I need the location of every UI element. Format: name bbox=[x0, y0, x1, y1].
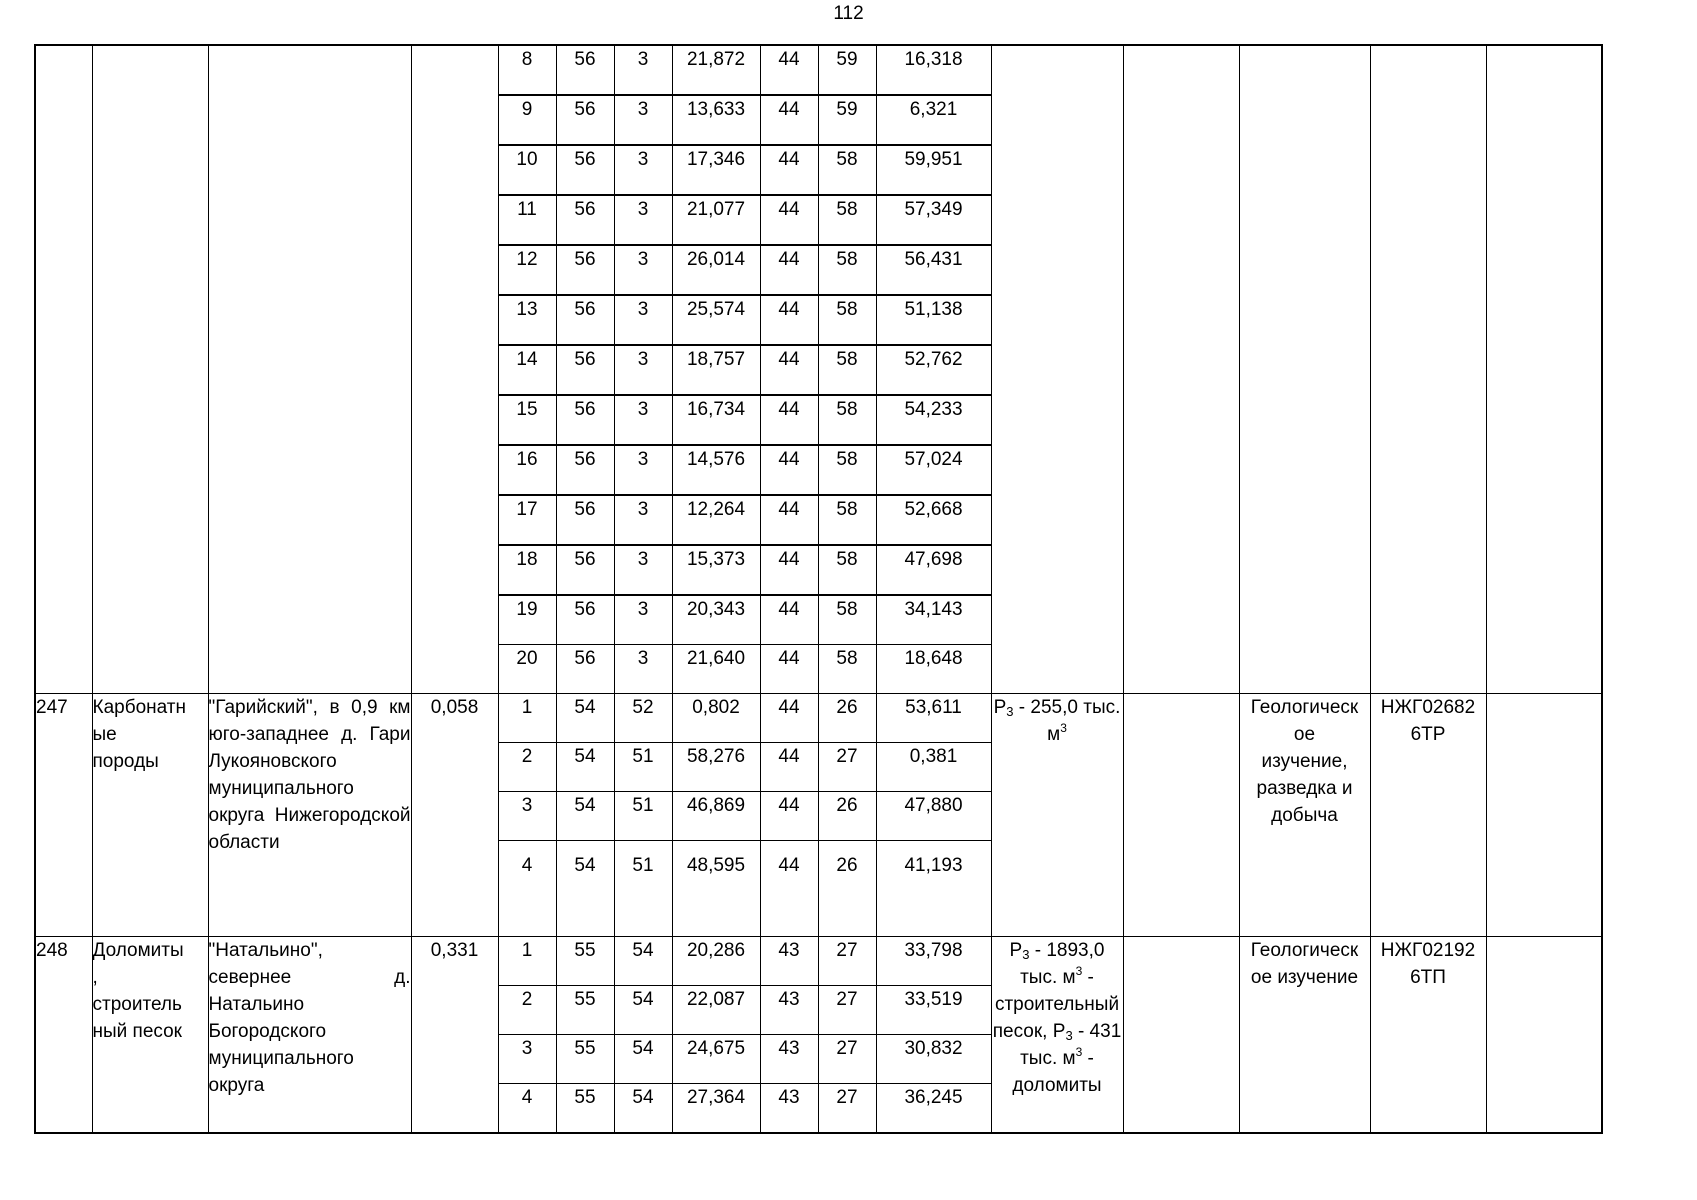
lon-degrees: 44 bbox=[760, 295, 818, 345]
lon-minutes: 58 bbox=[818, 245, 876, 295]
license-purpose: Геологическ ое изучение, разведка и добыча bbox=[1239, 694, 1370, 937]
lat-seconds: 14,576 bbox=[672, 445, 760, 495]
lon-degrees: 44 bbox=[760, 345, 818, 395]
point-number: 2 bbox=[498, 986, 556, 1035]
lon-minutes: 58 bbox=[818, 145, 876, 195]
lon-degrees: 44 bbox=[760, 595, 818, 645]
location-cell bbox=[208, 45, 411, 694]
lat-degrees: 54 bbox=[556, 694, 614, 743]
resources-cell bbox=[991, 45, 1123, 694]
lat-seconds: 27,364 bbox=[672, 1084, 760, 1134]
table-row bbox=[35, 694, 1602, 743]
lon-degrees: 43 bbox=[760, 937, 818, 986]
resources bbox=[991, 937, 1123, 1134]
resource-category-index: 3 bbox=[1065, 1028, 1073, 1043]
lat-seconds: 21,872 bbox=[672, 45, 760, 95]
lat-seconds: 46,869 bbox=[672, 792, 760, 841]
lat-seconds: 26,014 bbox=[672, 245, 760, 295]
license-purpose: Геологическ ое изучение bbox=[1239, 937, 1370, 1134]
lon-seconds: 52,762 bbox=[876, 345, 991, 395]
point-number: 3 bbox=[498, 792, 556, 841]
lat-seconds: 25,574 bbox=[672, 295, 760, 345]
lon-minutes: 59 bbox=[818, 95, 876, 145]
lat-minutes: 3 bbox=[614, 595, 672, 645]
lat-degrees: 56 bbox=[556, 395, 614, 445]
note-cell bbox=[1486, 937, 1602, 1134]
lat-minutes: 3 bbox=[614, 395, 672, 445]
lon-degrees: 44 bbox=[760, 445, 818, 495]
lat-minutes: 3 bbox=[614, 195, 672, 245]
lat-degrees: 55 bbox=[556, 986, 614, 1035]
site-area: 0,058 bbox=[411, 694, 498, 937]
entry-number-cell bbox=[35, 45, 92, 694]
resource-category: P bbox=[1009, 940, 1023, 961]
lon-degrees: 44 bbox=[760, 545, 818, 595]
site-location: "Гарийский", в 0,9 км юго-западнее д. Гари Лукояновского муниципального округа Нижегородской области bbox=[208, 694, 411, 937]
mineral-cell bbox=[92, 45, 208, 694]
lon-seconds: 6,321 bbox=[876, 95, 991, 145]
lat-minutes: 3 bbox=[614, 545, 672, 595]
lon-degrees: 43 bbox=[760, 986, 818, 1035]
lat-seconds: 17,346 bbox=[672, 145, 760, 195]
lat-degrees: 56 bbox=[556, 545, 614, 595]
table-row bbox=[35, 45, 1602, 95]
lon-degrees: 44 bbox=[760, 841, 818, 937]
lat-degrees: 56 bbox=[556, 645, 614, 694]
lat-minutes: 3 bbox=[614, 495, 672, 545]
point-number: 19 bbox=[498, 595, 556, 645]
point-number: 9 bbox=[498, 95, 556, 145]
lon-minutes: 27 bbox=[818, 1084, 876, 1134]
lon-minutes: 26 bbox=[818, 792, 876, 841]
lat-minutes: 54 bbox=[614, 1084, 672, 1134]
resource-category: P bbox=[993, 697, 1007, 718]
lon-seconds: 47,698 bbox=[876, 545, 991, 595]
point-number: 18 bbox=[498, 545, 556, 595]
lon-minutes: 27 bbox=[818, 1035, 876, 1084]
lon-seconds: 57,024 bbox=[876, 445, 991, 495]
license-cell bbox=[1370, 45, 1486, 694]
lat-degrees: 55 bbox=[556, 1035, 614, 1084]
lon-degrees: 44 bbox=[760, 694, 818, 743]
lat-seconds: 22,087 bbox=[672, 986, 760, 1035]
lon-degrees: 44 bbox=[760, 195, 818, 245]
lon-seconds: 57,349 bbox=[876, 195, 991, 245]
lon-seconds: 56,431 bbox=[876, 245, 991, 295]
lon-seconds: 33,798 bbox=[876, 937, 991, 986]
lon-degrees: 43 bbox=[760, 1084, 818, 1134]
point-number: 15 bbox=[498, 395, 556, 445]
lon-minutes: 58 bbox=[818, 345, 876, 395]
resource-unit-power: 3 bbox=[1075, 1045, 1083, 1059]
lon-minutes: 26 bbox=[818, 694, 876, 743]
lat-degrees: 55 bbox=[556, 1084, 614, 1134]
lon-minutes: 58 bbox=[818, 295, 876, 345]
lat-minutes: 3 bbox=[614, 345, 672, 395]
lon-degrees: 44 bbox=[760, 395, 818, 445]
lon-degrees: 44 bbox=[760, 792, 818, 841]
point-number: 1 bbox=[498, 937, 556, 986]
lon-seconds: 33,519 bbox=[876, 986, 991, 1035]
lon-degrees: 43 bbox=[760, 1035, 818, 1084]
lon-seconds: 51,138 bbox=[876, 295, 991, 345]
resource-category-index: 3 bbox=[1022, 947, 1030, 962]
lat-seconds: 21,077 bbox=[672, 195, 760, 245]
point-number: 2 bbox=[498, 743, 556, 792]
lat-seconds: 24,675 bbox=[672, 1035, 760, 1084]
entry-number: 248 bbox=[35, 937, 92, 1134]
lat-seconds: 20,286 bbox=[672, 937, 760, 986]
lat-degrees: 56 bbox=[556, 145, 614, 195]
lon-degrees: 44 bbox=[760, 145, 818, 195]
lon-minutes: 59 bbox=[818, 45, 876, 95]
point-number: 3 bbox=[498, 1035, 556, 1084]
lon-seconds: 54,233 bbox=[876, 395, 991, 445]
resource-amount: - 255,0 тыс. м bbox=[1013, 697, 1121, 745]
mineral-type: Доломиты , строитель ный песок bbox=[92, 937, 208, 1134]
license-number: НЖГ02192 6ТП bbox=[1370, 937, 1486, 1134]
point-number: 1 bbox=[498, 694, 556, 743]
mineral-type: Карбонатн ые породы bbox=[92, 694, 208, 937]
lat-minutes: 54 bbox=[614, 1035, 672, 1084]
lon-seconds: 53,611 bbox=[876, 694, 991, 743]
lat-degrees: 55 bbox=[556, 937, 614, 986]
resource-category-index: 3 bbox=[1006, 704, 1014, 719]
lon-minutes: 58 bbox=[818, 495, 876, 545]
area-cell bbox=[411, 45, 498, 694]
extra-cell bbox=[1123, 937, 1239, 1134]
license-number: НЖГ02682 6ТР bbox=[1370, 694, 1486, 937]
lon-minutes: 58 bbox=[818, 595, 876, 645]
lat-seconds: 12,264 bbox=[672, 495, 760, 545]
license-registry-table bbox=[34, 44, 1603, 1134]
lon-degrees: 44 bbox=[760, 645, 818, 694]
lon-minutes: 58 bbox=[818, 445, 876, 495]
table-row bbox=[35, 937, 1602, 986]
note-cell bbox=[1486, 45, 1602, 694]
resources bbox=[991, 694, 1123, 937]
lat-degrees: 56 bbox=[556, 245, 614, 295]
point-number: 17 bbox=[498, 495, 556, 545]
point-number: 8 bbox=[498, 45, 556, 95]
resource-material: - строительный песок, bbox=[992, 967, 1120, 1042]
lon-seconds: 16,318 bbox=[876, 45, 991, 95]
resource-amount: - 1893,0 тыс. м bbox=[1020, 940, 1105, 988]
point-number: 4 bbox=[498, 1084, 556, 1134]
point-number: 12 bbox=[498, 245, 556, 295]
lat-seconds: 58,276 bbox=[672, 743, 760, 792]
lon-seconds: 30,832 bbox=[876, 1035, 991, 1084]
lat-minutes: 3 bbox=[614, 295, 672, 345]
lat-minutes: 52 bbox=[614, 694, 672, 743]
lon-seconds: 34,143 bbox=[876, 595, 991, 645]
lon-seconds: 36,245 bbox=[876, 1084, 991, 1134]
lon-minutes: 27 bbox=[818, 743, 876, 792]
lat-degrees: 56 bbox=[556, 45, 614, 95]
resource-unit-power: 3 bbox=[1060, 721, 1067, 735]
lat-minutes: 51 bbox=[614, 792, 672, 841]
lon-minutes: 27 bbox=[818, 937, 876, 986]
lat-minutes: 54 bbox=[614, 937, 672, 986]
lat-seconds: 48,595 bbox=[672, 841, 760, 937]
lon-seconds: 59,951 bbox=[876, 145, 991, 195]
lat-degrees: 56 bbox=[556, 345, 614, 395]
lat-degrees: 54 bbox=[556, 841, 614, 937]
lon-degrees: 44 bbox=[760, 95, 818, 145]
lon-degrees: 44 bbox=[760, 45, 818, 95]
lat-degrees: 56 bbox=[556, 495, 614, 545]
extra-cell bbox=[1123, 45, 1239, 694]
lat-degrees: 54 bbox=[556, 743, 614, 792]
lat-seconds: 0,802 bbox=[672, 694, 760, 743]
page-number: 112 bbox=[833, 3, 864, 24]
point-number: 11 bbox=[498, 195, 556, 245]
point-number: 14 bbox=[498, 345, 556, 395]
lon-degrees: 44 bbox=[760, 743, 818, 792]
purpose-cell bbox=[1239, 45, 1370, 694]
lat-seconds: 21,640 bbox=[672, 645, 760, 694]
resource-unit-power: 3 bbox=[1075, 964, 1083, 978]
lat-minutes: 3 bbox=[614, 445, 672, 495]
entry-number: 247 bbox=[35, 694, 92, 937]
lat-seconds: 20,343 bbox=[672, 595, 760, 645]
lat-seconds: 13,633 bbox=[672, 95, 760, 145]
extra-cell bbox=[1123, 694, 1239, 937]
lon-degrees: 44 bbox=[760, 495, 818, 545]
resource-amount: - 431 тыс. м bbox=[1020, 1021, 1122, 1069]
note-cell bbox=[1486, 694, 1602, 937]
lon-minutes: 58 bbox=[818, 395, 876, 445]
lat-minutes: 54 bbox=[614, 986, 672, 1035]
lat-degrees: 56 bbox=[556, 595, 614, 645]
lat-degrees: 54 bbox=[556, 792, 614, 841]
site-location: "Натальино", севернее д. Натальино Богородского муниципального округа bbox=[208, 937, 411, 1134]
lat-minutes: 3 bbox=[614, 95, 672, 145]
lon-minutes: 26 bbox=[818, 841, 876, 937]
lat-degrees: 56 bbox=[556, 295, 614, 345]
lat-seconds: 15,373 bbox=[672, 545, 760, 595]
lat-minutes: 3 bbox=[614, 245, 672, 295]
lat-minutes: 51 bbox=[614, 841, 672, 937]
point-number: 10 bbox=[498, 145, 556, 195]
lon-seconds: 18,648 bbox=[876, 645, 991, 694]
lon-minutes: 58 bbox=[818, 545, 876, 595]
lat-minutes: 3 bbox=[614, 645, 672, 694]
point-number: 20 bbox=[498, 645, 556, 694]
lat-minutes: 51 bbox=[614, 743, 672, 792]
lat-minutes: 3 bbox=[614, 145, 672, 195]
resource-material: - доломиты bbox=[1012, 1048, 1102, 1096]
resource-category: P bbox=[1052, 1021, 1066, 1042]
point-number: 4 bbox=[498, 841, 556, 937]
lon-minutes: 58 bbox=[818, 195, 876, 245]
lat-degrees: 56 bbox=[556, 445, 614, 495]
lon-minutes: 58 bbox=[818, 645, 876, 694]
lon-minutes: 27 bbox=[818, 986, 876, 1035]
point-number: 16 bbox=[498, 445, 556, 495]
lon-seconds: 47,880 bbox=[876, 792, 991, 841]
lat-seconds: 16,734 bbox=[672, 395, 760, 445]
point-number: 13 bbox=[498, 295, 556, 345]
site-area: 0,331 bbox=[411, 937, 498, 1134]
lon-seconds: 41,193 bbox=[876, 841, 991, 937]
lat-seconds: 18,757 bbox=[672, 345, 760, 395]
lat-minutes: 3 bbox=[614, 45, 672, 95]
lat-degrees: 56 bbox=[556, 195, 614, 245]
lon-degrees: 44 bbox=[760, 245, 818, 295]
lon-seconds: 52,668 bbox=[876, 495, 991, 545]
lat-degrees: 56 bbox=[556, 95, 614, 145]
lon-seconds: 0,381 bbox=[876, 743, 991, 792]
